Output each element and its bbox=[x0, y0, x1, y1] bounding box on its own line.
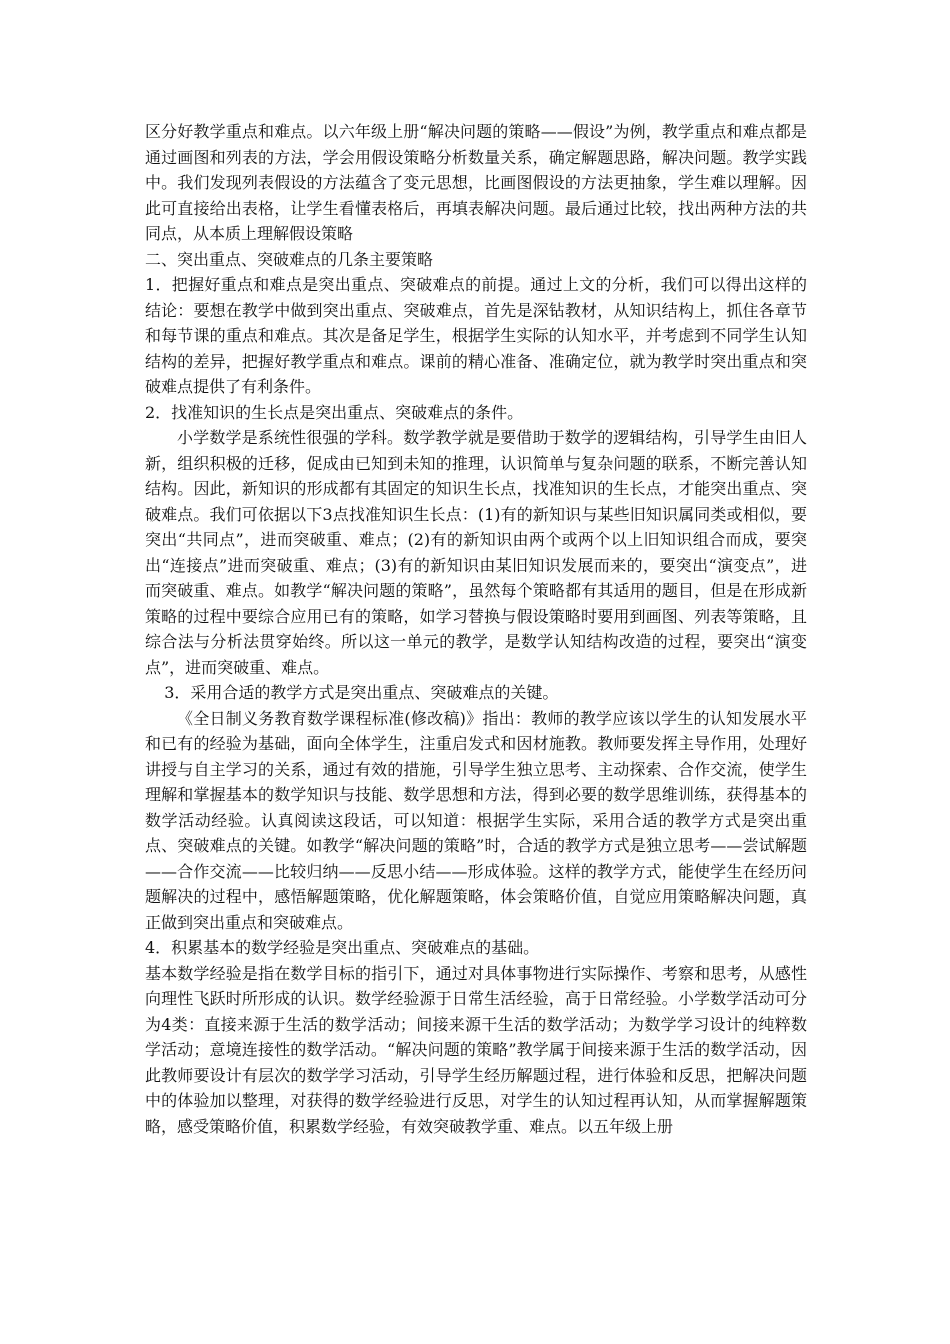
paragraph-point-4-body: 基本数学经验是指在数学目标的指引下，通过对具体事物进行实际操作、考察和思考，从感性向理性飞跃时所形成的认识。数学经验源于日常生活经验，高于日常经验。小学数学活动可分为4类：直接来源于生活的数学活动；间接来源干生活的数学活动；为数学学习设计的纯粹数学活动；意境连接性的数学活动。“解决问题的策略”教学属于间接来源于生活的数学活动，因此教师要设计有层次的数学学习活动，引导学生经历解题过程，进行体验和反思，把解决问题中的体验加以整理，对获得的数学经验进行反思，对学生的认知过程再认知，从而掌握解题策略，感受策略价值，积累数学经验，有效突破教学重、难点。以五年级上册 bbox=[145, 963, 807, 1136]
paragraph-point-1: 1．把握好重点和难点是突出重点、突破难点的前提。通过上文的分析，我们可以得出这样的结论：要想在教学中做到突出重点、突破难点，首先是深钻教材，从知识结构上，抓住各章节和每节课的重点和难点。其次是备足学生，根据学生实际的认知水平，并考虑到不同学生认知结构的差异，把握好教学重点和难点。课前的精心准备、准确定位，就为教学时突出重点和突破难点提供了有利条件。 bbox=[145, 275, 807, 396]
paragraph-point-3-body: 《全日制义务教育数学课程标准(修改稿)》指出：教师的教学应该以学生的认知发展水平和已有的经验为基础，面向全体学生，注重启发式和因材施教。教师要发挥主导作用，处理好讲授与自主学习的关系，通过有效的措施，引导学生独立思考、主动探索、合作交流，使学生理解和掌握基本的数学知识与技能、数学思想和方法，得到必要的数学思维训练，获得基本的数学活动经验。认真阅读这段话，可以知道：根据学生实际，采用合适的教学方式是突出重点、突破难点的关键。如教学“解决问题的策略”时，合适的教学方式是独立思考——尝试解题——合作交流——比较归纳——反思小结——形成体验。这样的教学方式，能使学生在经历问题解决的过程中，感悟解题策略，优化解题策略，体会策略价值，自觉应用策略解决问题，真正做到突出重点和突破难点。 bbox=[145, 708, 807, 932]
paragraph-intro-continuation: 区分好教学重点和难点。以六年级上册“解决问题的策略——假设”为例，教学重点和难点都是通过画图和列表的方法，学会用假设策略分析数量关系，确定解题思路，解决问题。教学实践中。我们发现列表假设的方法蕴含了变元思想，比画图假设的方法更抽象，学生难以理解。因此可直接给出表格，让学生看懂表格后，再填表解决问题。最后通过比较，找出两种方法的共同点，从本质上理解假设策略 bbox=[145, 122, 807, 243]
document-body bbox=[145, 119, 807, 1139]
paragraph-point-2-heading: 2．找准知识的生长点是突出重点、突破难点的条件。 bbox=[145, 402, 524, 422]
paragraph-point-4-heading: 4．积累基本的数学经验是突出重点、突破难点的基础。 bbox=[145, 938, 540, 957]
section-heading-strategies: 二、突出重点、突破难点的几条主要策略 bbox=[145, 249, 434, 269]
paragraph-point-2-body: 小学数学是系统性很强的学科。数学教学就是要借助于数学的逻辑结构，引导学生由旧人新，组织积极的迁移，促成由已知到未知的推理，认识简单与复杂问题的联系，不断完善认知结构。因此，新知识的形成都有其固定的知识生长点，找准知识的生长点，才能突出重点、突破难点。我们可依据以下3点找准知识生长点：(1)有的新知识与某些旧知识属同类或相似，要突出“共同点”，进而突破重、难点；(2)有的新知识由两个或两个以上旧知识组合而成，要突出“连接点”进而突破重、难点；(3)有的新知识由某旧知识发展而来的，要突出“演变点”，进而突破重、难点。如教学“解决问题的策略”，虽然每个策略都有其适用的题目，但是在形成新策略的过程中要综合应用已有的策略，如学习替换与假设策略时要用到画图、列表等策略，且综合法与分析法贯穿始终。所以这一单元的教学，是数学认知结构改造的过程，要突出“演变点”，进而突破重、难点。 bbox=[145, 428, 807, 677]
paragraph-point-3-heading: 3．采用合适的教学方式是突出重点、突破难点的关键。 bbox=[164, 683, 559, 702]
